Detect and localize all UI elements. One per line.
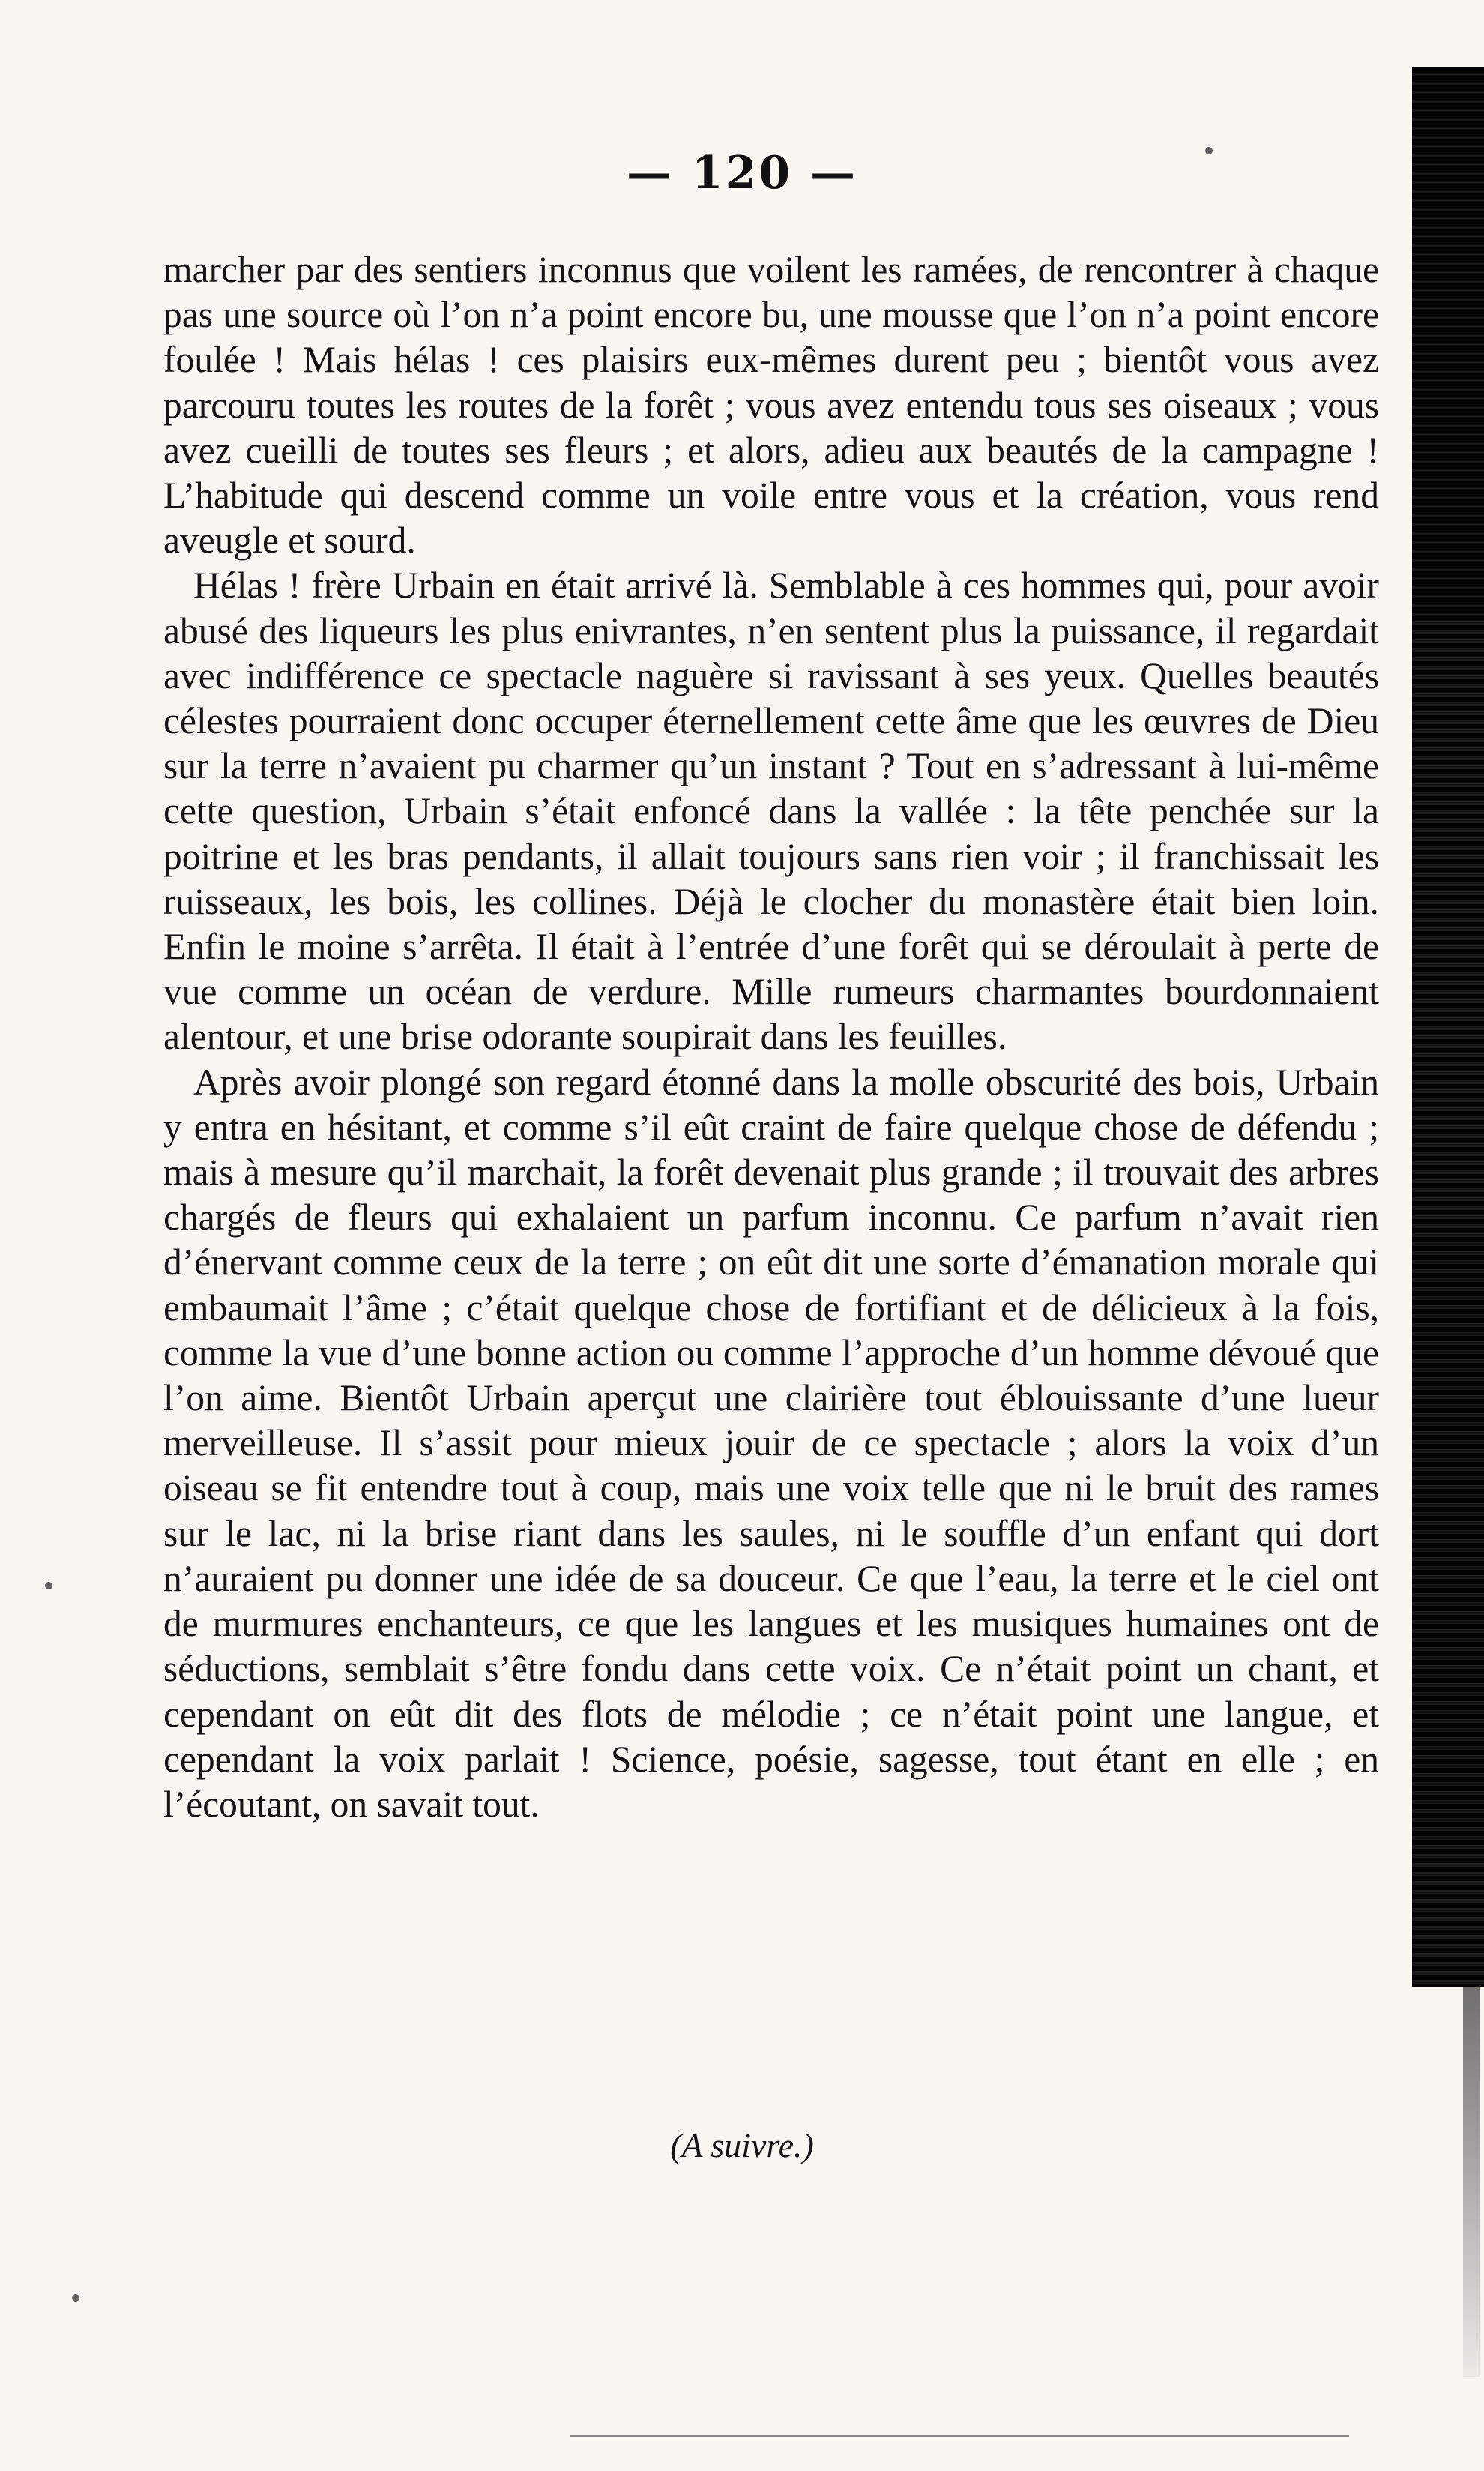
paragraph-3: Après avoir plongé son regard étonné dans la molle obscurité des bois, Urbain y entra en hésitant, et comme s’il eût craint de faire quelque chose de défendu ; mais à mesure qu’il marchait, la forêt devenait plus grande ; il trouvait des arbres chargés de fleurs qui exhalaient un parfum inconnu. Ce parfum n’avait rien d’énervant comme ceux de la terre ; on eût dit une sorte d’émanation morale qui embaumait l’âme ; c’était quelque chose de fortifiant et de délicieux à la fois, comme la vue d’une bonne action ou comme l’approche d’un homme dévoué que l’on aime. Bientôt Urbain aperçut une clairière tout éblouissante d’une lueur merveilleuse. Il s’assit pour mieux jouir de ce spectacle ; alors la voix d’un oiseau se fit entendre tout à coup, mais une voix telle que ni le bruit des rames sur le lac, ni la brise riant dans les saules, ni le souffle d’un enfant qui dort n’auraient pu donner une idée de sa douceur. Ce que l’eau, la terre et le ciel ont de murmures enchanteurs, ce que les langues et les musiques humaines ont de séductions, semblait s’être fondu dans cette voix. Ce n’était point un chant, et cependant on eût dit des flots de mélodie ; ce n’était point une langue, et cependant la voix parlait ! Science, poésie, sagesse, tout étant en elle ; en l’écoutant, on savait tout. [163, 1061, 1379, 1825]
paragraph-1: marcher par des sentiers inconnus que voilent les ramées, de rencontrer à chaque pas une source où l’on n’a point encore bu, une mousse que l’on n’a point encore foulée ! Mais hélas ! ces plaisirs eux-mêmes durent peu ; bientôt vous avez parcouru toutes les routes de la forêt ; vous avez entendu tous ses oiseaux ; vous avez cueilli de toutes ses fleurs ; et alors, adieu aux beautés de la campagne ! L’habitude qui descend comme un voile entre vous et la création, vous rend aveugle et sourd. [163, 249, 1379, 562]
paragraph-2: Hélas ! frère Urbain en était arrivé là. Semblable à ces hommes qui, pour avoir abusé des liqueurs les plus enivrantes, n’en sentent plus la puissance, il regardait avec indifférence ce spectacle naguère si ravissant à ses yeux. Quelles beautés célestes pourraient donc occuper éternellement cette âme que les œuvres de Dieu sur la terre n’avaient pu charmer qu’un instant ? Tout en s’adressant à lui-même cette question, Urbain s’était enfoncé dans la vallée : la tête penchée sur la poitrine et les bras pendants, il allait toujours sans rien voir ; il franchissait les ruisseaux, les bois, les collines. Déjà le clocher du monastère était bien loin. Enfin le moine s’arrêta. Il était à l’entrée d’une forêt qui se déroulait à perte de vue comme un océan de verdure. Mille rumeurs charmantes bourdonnaient alentour, et une brise odorante soupirait dans les feuilles. [163, 565, 1379, 1058]
scan-speck [72, 2294, 79, 2302]
scan-speck [1205, 147, 1213, 154]
scan-edge-shadow [1463, 1987, 1480, 2377]
page-number: — 120 — [626, 147, 858, 199]
scan-binding-edge [1412, 67, 1484, 1987]
bottom-scan-line [570, 2435, 1349, 2437]
scan-speck [45, 1582, 52, 1589]
continuation-note: (A suivre.) [670, 2126, 814, 2164]
body-text [163, 247, 1379, 1827]
